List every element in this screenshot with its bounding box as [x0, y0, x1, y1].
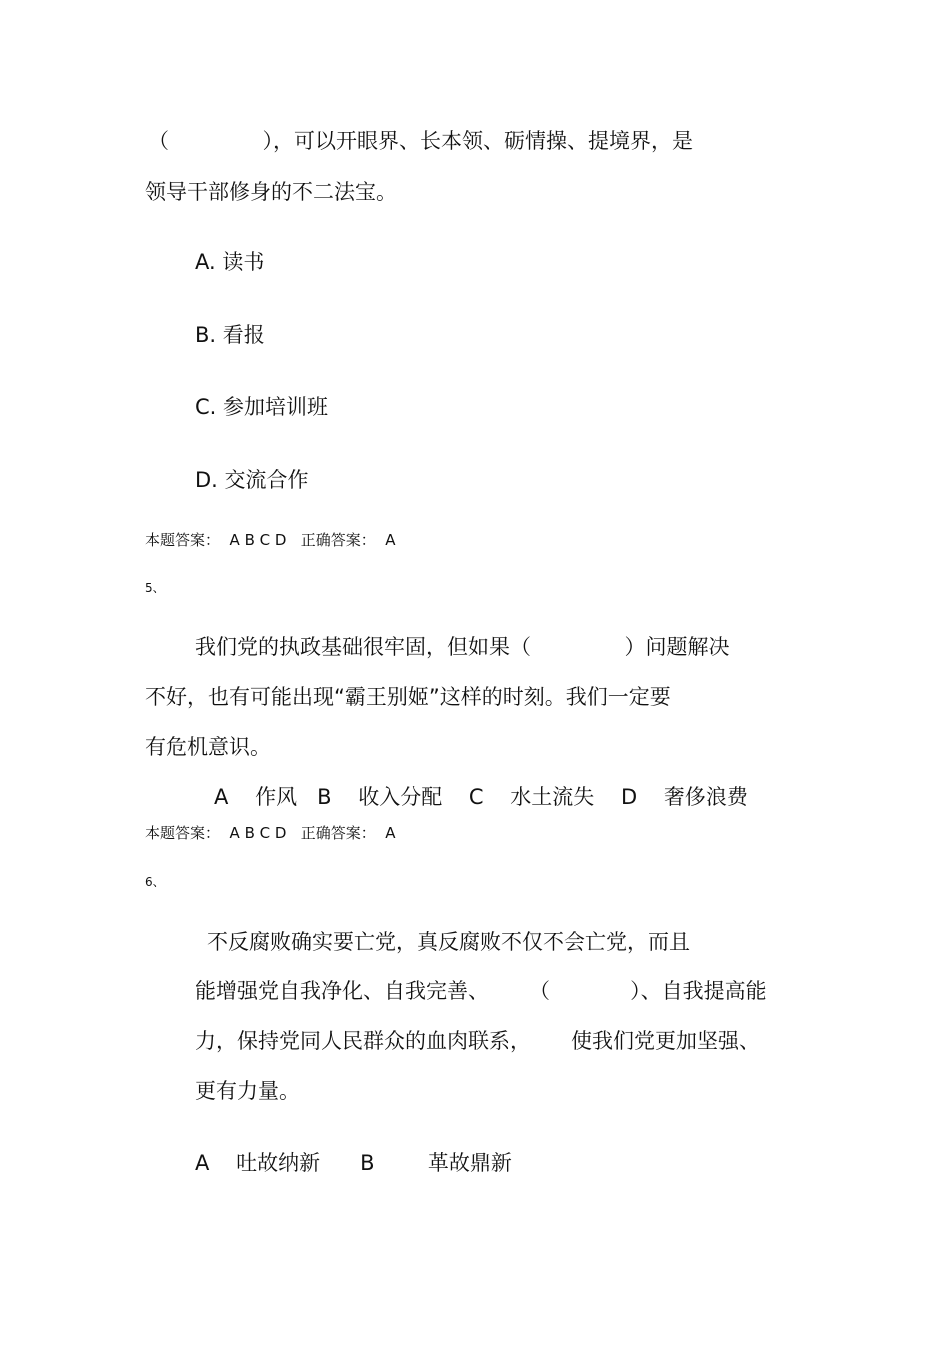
q6-number: 6、	[145, 875, 165, 889]
q4-option-d: D. 交流合作	[195, 468, 309, 492]
q4-option-a: A. 读书	[195, 250, 265, 274]
q6-stem-line-3: 力，保持党同人民群众的血肉联系， 使我们党更加坚强、	[195, 1029, 761, 1053]
q6-stem-line-2: 能增强党自我净化、自我完善、 （ ）、自我提高能	[195, 979, 767, 1003]
q4-stem-line-1: （ ），可以开眼界、长本领、砺情操、提境界，是	[148, 129, 693, 153]
q6-stem-line-4: 更有力量。	[195, 1079, 300, 1103]
q5-stem-line-2: 不好，也有可能出现“霸王别姬”这样的时刻。我们一定要	[145, 685, 671, 709]
q5-number: 5、	[145, 581, 165, 595]
q4-answer-line: 本题答案： A B C D 正确答案： A	[145, 531, 396, 549]
q4-option-b: B. 看报	[195, 323, 265, 347]
q5-options-line: A 作风 B 收入分配 C 水土流失 D 奢侈浪费	[214, 785, 748, 809]
q5-answer-line: 本题答案： A B C D 正确答案： A	[145, 824, 396, 842]
q5-stem-line-1: 我们党的执政基础很牢固，但如果（ ）问题解决	[195, 635, 730, 659]
q6-stem-line-1: 不反腐败确实要亡党，真反腐败不仅不会亡党，而且	[207, 930, 690, 954]
q4-stem-line-2: 领导干部修身的不二法宝。	[145, 180, 397, 204]
q5-stem-line-3: 有危机意识。	[145, 735, 271, 759]
q4-option-c: C. 参加培训班	[195, 395, 329, 419]
q6-options-line: A 吐故纳新 B 革故鼎新	[195, 1151, 512, 1175]
